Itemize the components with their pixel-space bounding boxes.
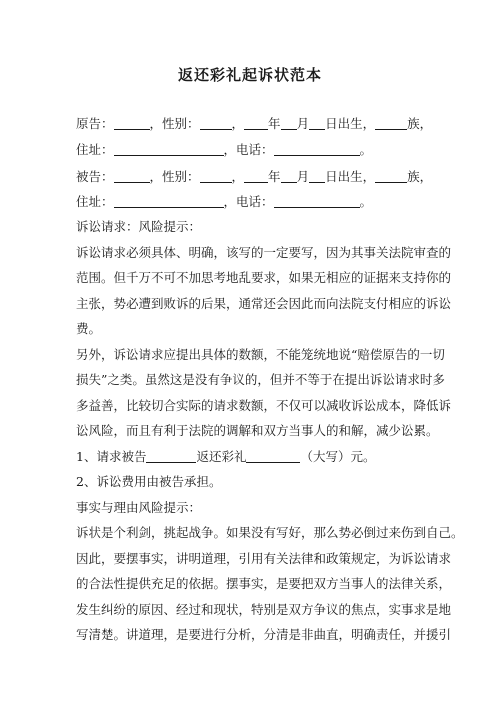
- plaintiff-label: 原告：: [76, 116, 114, 131]
- phone-label: ，电话：: [223, 142, 274, 157]
- defendant-ethnic-blank[interactable]: [375, 170, 407, 183]
- defendant-line: [76, 169, 436, 185]
- month-label: 月: [296, 116, 310, 131]
- claim-1-suffix: （大写）元。: [300, 449, 376, 464]
- paragraph-line: 范围。但千万不可不加思考地乱要求，如果无相应的证据来支持你的: [76, 270, 452, 285]
- paragraph-line: 发生纠纷的原因、经过和现状，特别是双方争议的焦点，实事求是地: [76, 602, 452, 617]
- defendant-phone-blank[interactable]: [274, 195, 360, 208]
- paragraph-line: 另外，诉讼请求应提出具体的数额，不能笼统地说“赔偿原告的一切: [76, 347, 445, 362]
- plaintiff-year-blank[interactable]: [244, 117, 268, 130]
- defendant-label: 被告：: [76, 169, 114, 184]
- paragraph-line: 写清楚。讲道理，是要进行分析，分清是非曲直，明确责任，并援引: [76, 627, 452, 642]
- birth-label: 日出生，: [325, 169, 376, 184]
- year-label: 年: [268, 116, 281, 131]
- paragraph-line: 诉状是个利剑，挑起战争。如果没有写好，那么势必倒过来伤到自己。: [76, 525, 464, 540]
- plaintiff-address-blank[interactable]: [114, 143, 224, 156]
- claim-1-line: [76, 449, 436, 465]
- defendant-year-blank[interactable]: [244, 170, 268, 183]
- year-label: 年: [268, 169, 281, 184]
- paragraph-line: 的合法性提供充足的依据。摆事实，是要把双方当事人的法律关系，: [76, 576, 452, 591]
- defendant-month-blank[interactable]: [281, 170, 297, 183]
- defendant-address-blank[interactable]: [114, 195, 224, 208]
- claim-defendant-blank[interactable]: [146, 450, 196, 463]
- month-label: 月: [296, 169, 310, 184]
- address-label: 住址：: [76, 194, 114, 209]
- paragraph-line: 费。: [76, 321, 102, 336]
- facts-heading: 事实与理由风险提示：: [76, 500, 202, 515]
- address-label: 住址：: [76, 142, 114, 157]
- plaintiff-address-line: [76, 142, 436, 158]
- gender-label: ，性别：: [149, 169, 200, 184]
- plaintiff-phone-blank[interactable]: [274, 143, 360, 156]
- plaintiff-line: [76, 116, 436, 132]
- paragraph-line: 因此，要摆事实，讲明道理，引用有关法律和政策规定，为诉讼请求: [76, 551, 452, 566]
- birth-label: 日出生，: [325, 116, 376, 131]
- plaintiff-day-blank[interactable]: [309, 117, 325, 130]
- claim-2-line: 2、诉讼费用由被告承担。: [76, 474, 222, 489]
- ethnic-label: 族，: [407, 169, 433, 184]
- separator: ，: [231, 116, 245, 131]
- gender-label: ，性别：: [149, 116, 200, 131]
- defendant-day-blank[interactable]: [309, 170, 325, 183]
- claim-1-prefix: 1、请求被告: [76, 449, 147, 464]
- separator: ，: [231, 169, 245, 184]
- plaintiff-ethnic-blank[interactable]: [375, 117, 407, 130]
- claims-heading: 诉讼请求：风险提示：: [76, 219, 202, 234]
- paragraph-line: 损失”之类。虽然这是没有争议的，但并不等于在提出诉讼请求时多: [76, 372, 445, 387]
- plaintiff-name-blank[interactable]: [114, 117, 150, 130]
- period: 。: [359, 142, 373, 157]
- paragraph-line: 主张，势必遭到败诉的后果，通常还会因此而向法院支付相应的诉讼: [76, 296, 452, 311]
- document-title: 返还彩礼起诉状范本: [177, 66, 322, 84]
- defendant-address-line: [76, 194, 436, 210]
- plaintiff-gender-blank[interactable]: [200, 117, 232, 130]
- period: 。: [359, 194, 373, 209]
- paragraph-line: 讼风险，而且有利于法院的调解和双方当事人的和解，减少讼累。: [76, 423, 439, 438]
- claim-amount-blank[interactable]: [246, 450, 300, 463]
- ethnic-label: 族，: [407, 116, 433, 131]
- paragraph-line: 诉讼请求必须具体、明确，该写的一定要写，因为其事关法院审查的: [76, 245, 452, 260]
- phone-label: ，电话：: [223, 194, 274, 209]
- defendant-name-blank[interactable]: [114, 170, 150, 183]
- defendant-gender-blank[interactable]: [200, 170, 232, 183]
- paragraph-line: 多益善，比较切合实际的请求数额，不仅可以减收诉讼成本，降低诉: [76, 398, 452, 413]
- claim-1-mid: 返还彩礼: [196, 449, 247, 464]
- plaintiff-month-blank[interactable]: [281, 117, 297, 130]
